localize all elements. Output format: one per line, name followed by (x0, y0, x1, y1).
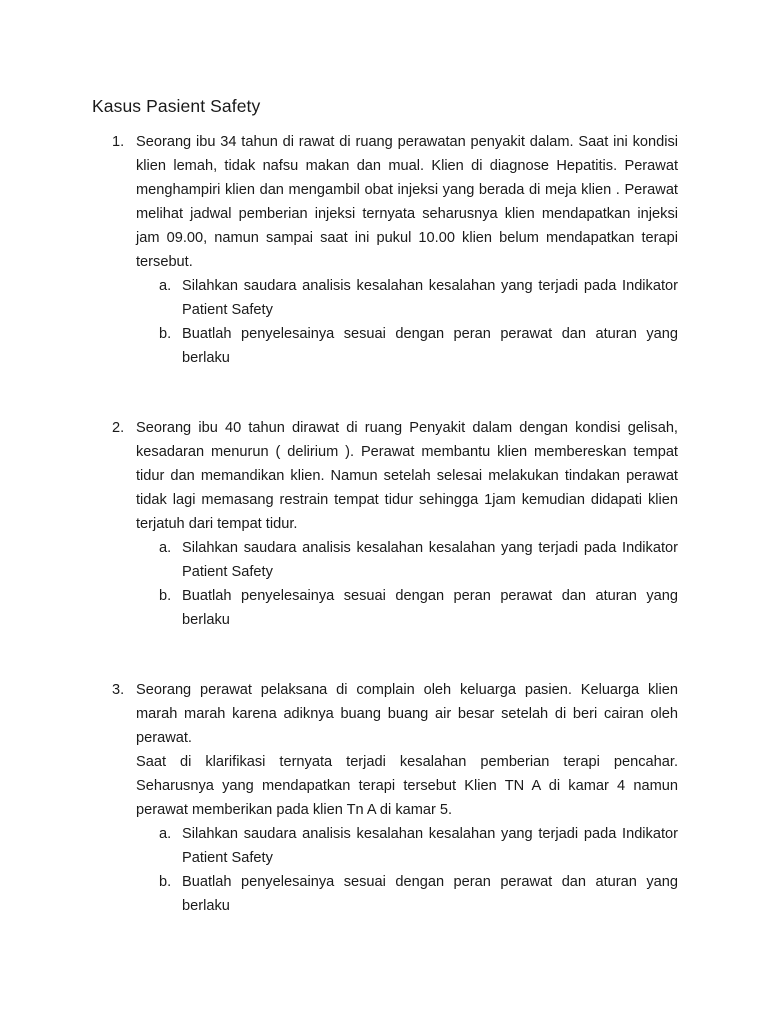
task-letter: b. (159, 588, 172, 604)
case-number: 2. (112, 420, 125, 436)
task-letter: b. (159, 326, 172, 342)
task-item (136, 822, 678, 870)
task-letter: b. (159, 874, 172, 890)
task-text: Buatlah penyelesainya sesuai dengan peran perawat dan aturan yang berlaku (182, 874, 678, 914)
case-paragraph: Seorang ibu 40 tahun dirawat di ruang Penyakit dalam dengan kondisi gelisah, kesadaran menurun ( delirium ). Perawat membantu klien membereskan tempat tidur dan memandikan klien. Namun setelah selesai melakukan tindakan perawat tidak lagi memasang restrain tempat tidur sehingga 1jam kemudian didapati klien terjatuh dari tempat tidur. (136, 420, 678, 532)
case-body (136, 416, 678, 632)
task-item (136, 322, 678, 370)
task-text: Silahkan saudara analisis kesalahan kesalahan yang terjadi pada Indikator Patient Safety (182, 826, 678, 866)
task-text: Silahkan saudara analisis kesalahan kesalahan yang terjadi pada Indikator Patient Safety (182, 278, 678, 318)
case-paragraph: Saat di klarifikasi ternyata terjadi kesalahan pemberian terapi pencahar. Seharusnya yang mendapatkan terapi tersebut Klien TN A di kamar 4 namun perawat memberikan pada klien Tn A di kamar 5. (136, 754, 678, 818)
task-item (136, 274, 678, 322)
case-item (112, 130, 678, 370)
task-list (136, 274, 678, 370)
case-number: 1. (112, 134, 125, 150)
task-list (136, 822, 678, 918)
case-body (136, 130, 678, 370)
task-item (136, 536, 678, 584)
task-item (136, 870, 678, 918)
case-body (136, 678, 678, 918)
case-paragraph: Seorang perawat pelaksana di complain oleh keluarga pasien. Keluarga klien marah marah karena adiknya buang buang air besar setelah di beri cairan oleh perawat. (136, 682, 678, 746)
document-title: Kasus Pasient Safety (92, 96, 261, 116)
case-paragraph: Seorang ibu 34 tahun di rawat di ruang perawatan penyakit dalam. Saat ini kondisi klien lemah, tidak nafsu makan dan mual. Klien di diagnose Hepatitis. Perawat menghampiri klien dan mengambil obat injeksi yang berada di meja klien . Perawat melihat jadwal pemberian injeksi ternyata seharusnya klien mendapatkan injeksi jam 09.00, namun sampai saat ini pukul 10.00 klien belum mendapatkan terapi tersebut. (136, 134, 678, 270)
task-item (136, 584, 678, 632)
task-list (136, 536, 678, 632)
task-text: Silahkan saudara analisis kesalahan kesalahan yang terjadi pada Indikator Patient Safety (182, 540, 678, 580)
task-text: Buatlah penyelesainya sesuai dengan peran perawat dan aturan yang berlaku (182, 588, 678, 628)
task-letter: a. (159, 278, 172, 294)
task-letter: a. (159, 540, 172, 556)
task-letter: a. (159, 826, 172, 842)
case-number: 3. (112, 682, 125, 698)
task-text: Buatlah penyelesainya sesuai dengan peran perawat dan aturan yang berlaku (182, 326, 678, 366)
case-item (112, 416, 678, 632)
case-item (112, 678, 678, 918)
